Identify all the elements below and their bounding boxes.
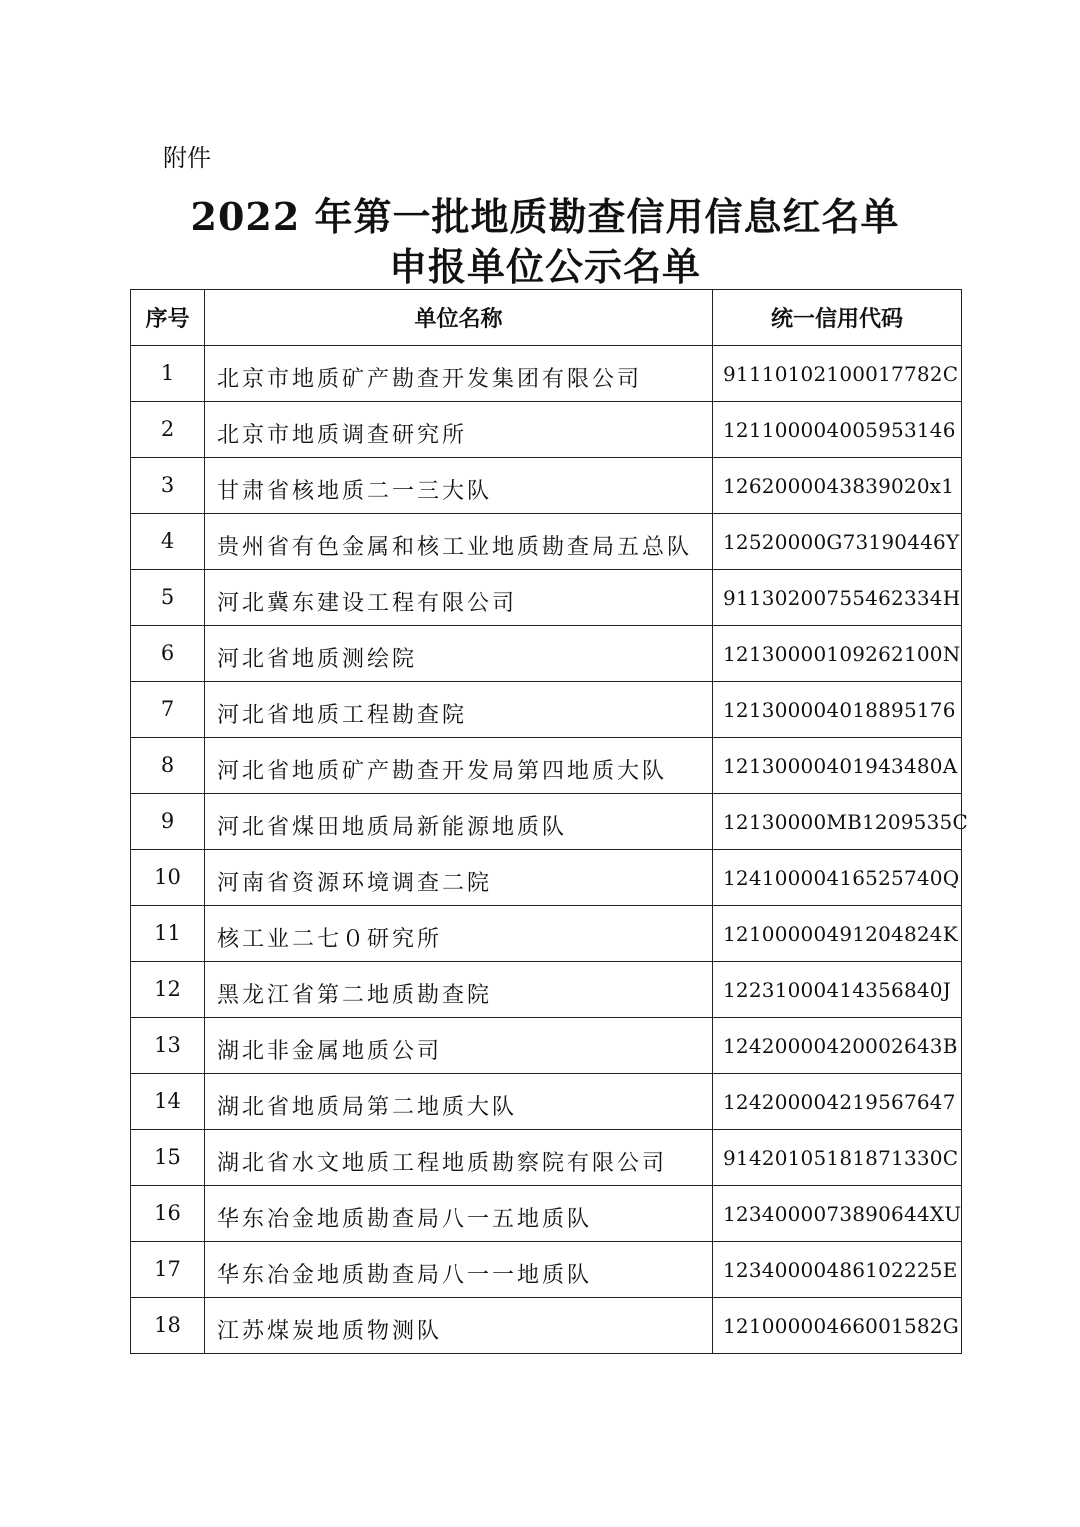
credit-code-cell: 12100000466001582G <box>713 1298 962 1354</box>
serial-number-cell: 17 <box>131 1242 205 1298</box>
unit-name-cell: 北京市地质调查研究所 <box>205 402 713 458</box>
table-row <box>131 346 962 402</box>
serial-number-cell: 12 <box>131 962 205 1018</box>
serial-number-cell: 10 <box>131 850 205 906</box>
title-line-1: 2022 年第一批地质勘查信用信息红名单 <box>190 194 900 239</box>
serial-number-cell: 15 <box>131 1130 205 1186</box>
table-row <box>131 1242 962 1298</box>
credit-code-cell: 12520000G73190446Y <box>713 514 962 570</box>
serial-number-cell: 14 <box>131 1074 205 1130</box>
unit-list-table <box>130 289 968 1354</box>
table-row <box>131 906 962 962</box>
table-row <box>131 626 962 682</box>
table-body <box>131 346 968 1354</box>
unit-name-cell: 北京市地质矿产勘查开发集团有限公司 <box>205 346 713 402</box>
credit-code-cell: 12231000414356840J <box>713 962 962 1018</box>
credit-code-cell: 12130000401943480A <box>713 738 962 794</box>
credit-code-cell: 91130200755462334H <box>713 570 962 626</box>
credit-code-cell: 12130000MB1209535C <box>713 794 962 850</box>
table-row <box>131 1186 962 1242</box>
credit-code-cell: 12100000491204824K <box>713 906 962 962</box>
serial-number-cell: 4 <box>131 514 205 570</box>
unit-name-cell: 华东冶金地质勘查局八一五地质队 <box>205 1186 713 1242</box>
table-row <box>131 738 962 794</box>
table-row <box>131 514 962 570</box>
unit-name-cell: 河北省地质矿产勘查开发局第四地质大队 <box>205 738 713 794</box>
credit-code-cell: 12340000486102225E <box>713 1242 962 1298</box>
table-row <box>131 1074 962 1130</box>
unit-name-cell: 湖北省地质局第二地质大队 <box>205 1074 713 1130</box>
document-title <box>130 192 960 292</box>
unit-name-cell: 河北冀东建设工程有限公司 <box>205 570 713 626</box>
credit-code-cell: 12410000416525740Q <box>713 850 962 906</box>
serial-number-cell: 13 <box>131 1018 205 1074</box>
serial-number-cell: 9 <box>131 794 205 850</box>
unit-name-cell: 河北省地质工程勘查院 <box>205 682 713 738</box>
unit-name-cell: 河北省地质测绘院 <box>205 626 713 682</box>
table-row <box>131 1130 962 1186</box>
credit-code-cell: 91420105181871330C <box>713 1130 962 1186</box>
serial-number-cell: 18 <box>131 1298 205 1354</box>
credit-code-cell: 124200004219567647 <box>713 1074 962 1130</box>
credit-code-cell: 91110102100017782C <box>713 346 962 402</box>
attachment-label: 附件 <box>163 144 211 172</box>
table-row <box>131 794 962 850</box>
unit-name-cell: 湖北省水文地质工程地质勘察院有限公司 <box>205 1130 713 1186</box>
unit-name-cell: 核工业二七０研究所 <box>205 906 713 962</box>
unit-name-cell: 贵州省有色金属和核工业地质勘查局五总队 <box>205 514 713 570</box>
table-row <box>131 850 962 906</box>
header-credit-code: 统一信用代码 <box>713 290 962 346</box>
unit-name-cell: 甘肃省核地质二一三大队 <box>205 458 713 514</box>
header-unit-name: 单位名称 <box>205 290 713 346</box>
unit-name-cell: 河北省煤田地质局新能源地质队 <box>205 794 713 850</box>
unit-name-cell: 黑龙江省第二地质勘查院 <box>205 962 713 1018</box>
table-row <box>131 570 962 626</box>
serial-number-cell: 5 <box>131 570 205 626</box>
credit-code-cell: 1234000073890644XU <box>713 1186 962 1242</box>
serial-number-cell: 3 <box>131 458 205 514</box>
unit-name-cell: 河南省资源环境调查二院 <box>205 850 713 906</box>
unit-name-cell: 湖北非金属地质公司 <box>205 1018 713 1074</box>
credit-code-cell: 1262000043839020x1 <box>713 458 962 514</box>
table-row <box>131 1018 962 1074</box>
table-row <box>131 402 962 458</box>
credit-code-cell: 121300004018895176 <box>713 682 962 738</box>
table-row <box>131 962 962 1018</box>
table-row <box>131 682 962 738</box>
table-row <box>131 1298 962 1354</box>
serial-number-cell: 7 <box>131 682 205 738</box>
credit-code-cell: 12130000109262100N <box>713 626 962 682</box>
header-serial-number: 序号 <box>131 290 205 346</box>
serial-number-cell: 1 <box>131 346 205 402</box>
unit-name-cell: 华东冶金地质勘查局八一一地质队 <box>205 1242 713 1298</box>
table-header-row <box>131 290 962 346</box>
serial-number-cell: 6 <box>131 626 205 682</box>
credit-code-cell: 12420000420002643B <box>713 1018 962 1074</box>
unit-name-cell: 江苏煤炭地质物测队 <box>205 1298 713 1354</box>
serial-number-cell: 8 <box>131 738 205 794</box>
serial-number-cell: 16 <box>131 1186 205 1242</box>
credit-code-cell: 121100004005953146 <box>713 402 962 458</box>
table-row <box>131 458 962 514</box>
serial-number-cell: 11 <box>131 906 205 962</box>
title-line-2: 申报单位公示名单 <box>388 244 701 289</box>
serial-number-cell: 2 <box>131 402 205 458</box>
